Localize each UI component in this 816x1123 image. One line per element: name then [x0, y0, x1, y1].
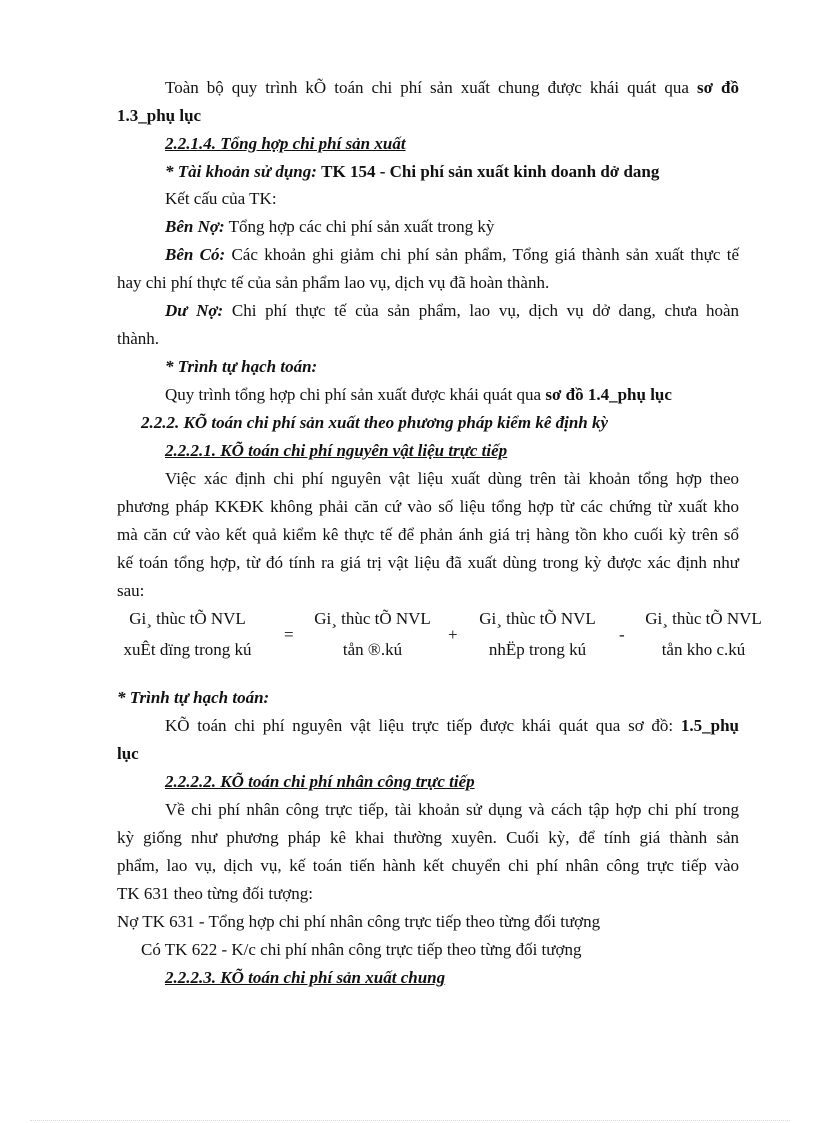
- procedure-label-2221: * Trình tự hạch toán:: [117, 688, 270, 707]
- paragraph-line: Về chi phí nhân công trực tiếp, tài khoản sử dụng và cách tập hợp chi phí trong: [165, 800, 739, 819]
- paragraph-line: phương pháp KKĐK không phải căn cứ vào số liệu tổng hợp từ các chứng từ xuất kho: [117, 497, 739, 516]
- formula-term-4-bottom: tån kho c.kú: [661, 640, 746, 659]
- paragraph-line: kỳ giống như phương pháp kê khai thường xuyên. Cuối kỳ, để tính giá thành sản: [117, 828, 739, 847]
- balance-line: [165, 301, 739, 321]
- credit-text-continued: hay chi phí thực tế của sản phẩm lao vụ, dịch vụ đã hoàn thành.: [117, 273, 550, 292]
- procedure-text-2214: Quy trình tổng hợp chi phí sản xuất được khái quát qua: [165, 385, 542, 404]
- section-heading-2223: 2.2.2.3. KÕ toán chi phí sản xuất chung: [165, 968, 446, 987]
- credit-text: Các khoản ghi giảm chi phí sản phẩm, Tổng giá thành sản xuất thực tế: [231, 245, 739, 264]
- formula-term-3-bottom: nhËp trong kú: [488, 640, 587, 659]
- debit-line: [165, 217, 494, 237]
- account-label: * Tài khoản sử dụng:: [165, 162, 317, 181]
- intro-text: Toàn bộ quy trình kÕ toán chi phí sản xuất chung được khái quát qua: [165, 78, 689, 97]
- balance-text: Chi phí thực tế của sản phẩm, lao vụ, dịch vụ dở dang, chưa hoàn: [231, 301, 739, 320]
- paragraph-line: TK 631 theo từng đối tượng:: [117, 884, 313, 903]
- formula-minus: -: [619, 625, 625, 644]
- journal-entry-credit: Có TK 622 - K/c chi phí nhân công trực tiếp theo từng đối tượng: [141, 940, 582, 959]
- intro-paragraph-line: [165, 78, 739, 98]
- section-heading-2222: 2.2.2.2. KÕ toán chi phí nhân công trực tiếp: [165, 772, 475, 791]
- section-heading-2221: 2.2.2.1. KÕ toán chi phí nguyên vật liệu trực tiếp: [165, 441, 508, 460]
- formula-term-2-bottom: tån ®.kú: [342, 640, 403, 659]
- procedure-ref-2221-continued: lục: [117, 744, 139, 763]
- procedure-line-2214: [165, 385, 672, 405]
- paragraph-line: phẩm, lao vụ, dịch vụ, kế toán tiến hành kết chuyển chi phí nhân công trực tiếp vào: [117, 856, 739, 875]
- formula-equals: =: [284, 625, 294, 644]
- procedure-line-2221: [165, 716, 739, 736]
- paragraph-line: sau:: [117, 581, 145, 600]
- formula-term-1-bottom: xuÊt dïng trong kú: [123, 640, 252, 659]
- procedure-label-2214: * Trình tự hạch toán:: [165, 357, 318, 376]
- formula-plus: +: [448, 625, 458, 644]
- journal-entry-debit: Nợ TK 631 - Tổng hợp chi phí nhân công trực tiếp theo từng đối tượng: [117, 912, 601, 931]
- credit-line: [165, 245, 739, 265]
- paragraph-line: kế toán tổng hợp, từ đó tính ra giá trị vật liệu đã xuất dùng trong kỳ được xác định như: [117, 553, 739, 572]
- procedure-ref-2221: 1.5_phụ: [680, 716, 739, 735]
- paragraph-line: Việc xác định chi phí nguyên vật liệu xuất dùng trên tài khoản tổng hợp theo: [165, 469, 739, 488]
- structure-line: Kết cấu của TK:: [165, 189, 277, 208]
- procedure-text-2221: KÕ toán chi phí nguyên vật liệu trực tiếp được khái quát qua sơ đồ:: [165, 716, 674, 735]
- paragraph-line: mà căn cứ vào kết quả kiểm kê thực tế để phản ánh giá trị hàng tồn kho cuối kỳ trên sổ: [117, 525, 739, 544]
- formula-term-1-top: Gi¸ thùc tÕ NVL: [129, 609, 246, 628]
- formula-term-3-top: Gi¸ thùc tÕ NVL: [479, 609, 596, 628]
- formula-term-4-top: Gi¸ thùc tÕ NVL: [645, 609, 762, 628]
- debit-text: Tổng hợp các chi phí sản xuất trong kỳ: [228, 217, 495, 236]
- footer-divider: [30, 1120, 790, 1121]
- procedure-ref-2214: sơ đồ 1.4_phụ lục: [545, 385, 672, 404]
- balance-label: Dư Nợ:: [165, 301, 224, 320]
- account-value: TK 154 - Chi phí sản xuất kinh doanh dở dang: [321, 162, 660, 181]
- intro-ref: sơ đồ: [697, 78, 740, 97]
- section-heading-222: 2.2.2. KÕ toán chi phí sản xuất theo phương pháp kiểm kê định kỳ: [141, 413, 609, 432]
- account-line: [165, 162, 659, 182]
- intro-ref-continued: 1.3_phụ lục: [117, 106, 202, 125]
- section-heading-2214: 2.2.1.4. Tổng hợp chi phí sản xuất: [165, 134, 406, 153]
- balance-text-continued: thành.: [117, 329, 160, 348]
- credit-label: Bên Có:: [165, 245, 226, 264]
- debit-label: Bên Nợ:: [165, 217, 225, 236]
- formula-term-2-top: Gi¸ thùc tÕ NVL: [314, 609, 431, 628]
